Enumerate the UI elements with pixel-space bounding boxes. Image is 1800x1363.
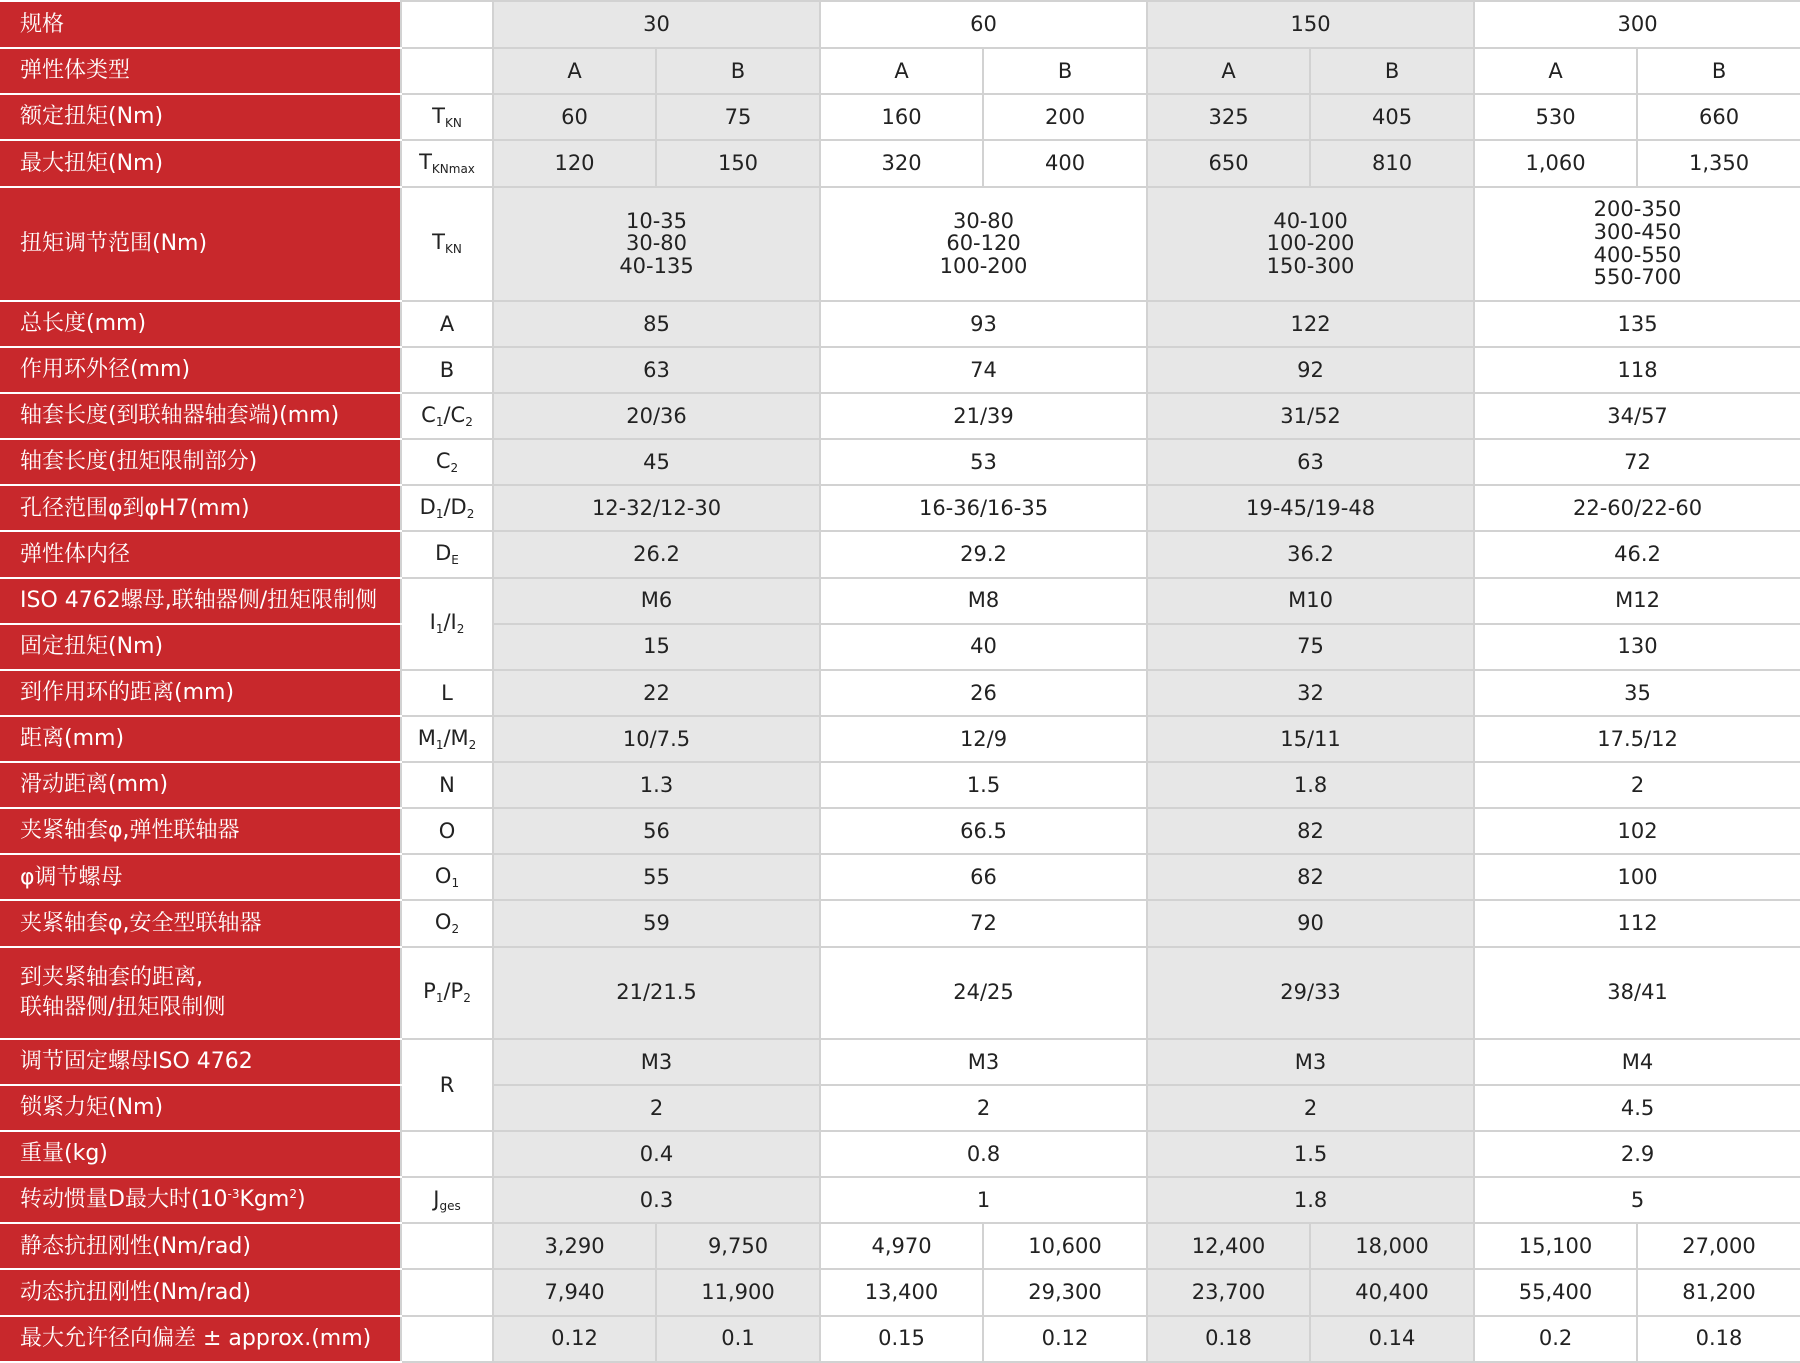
row-label: 弹性体类型 — [1, 48, 401, 94]
symbol-cell: $I_1/I_2$ — [401, 578, 493, 670]
value-cell: 1.8 — [1147, 762, 1474, 808]
value-cell: 40 — [820, 624, 1147, 670]
value-cell: 55,400 — [1474, 1269, 1637, 1315]
value-cell: 35 — [1474, 670, 1800, 716]
symbol-cell: L — [401, 670, 493, 716]
value-cell: 1 — [820, 1177, 1147, 1223]
value-cell: 160 — [820, 94, 983, 140]
value-cell: 85 — [493, 301, 820, 347]
value-cell: 56 — [493, 808, 820, 854]
value-cell: 7,940 — [493, 1269, 656, 1315]
value-cell: 75 — [1147, 624, 1474, 670]
value-cell: 660 — [1637, 94, 1800, 140]
value-cell: 15/11 — [1147, 716, 1474, 762]
symbol-cell: $O_2$ — [401, 900, 493, 946]
value-cell: 27,000 — [1637, 1223, 1800, 1269]
value-cell: B — [656, 48, 820, 94]
value-cell: 24/25 — [820, 947, 1147, 1039]
symbol-cell — [401, 1316, 493, 1362]
row-tightening-torque — [1, 624, 1800, 670]
row-inner-diameter — [1, 531, 1800, 577]
value-cell: 4.5 — [1474, 1085, 1800, 1131]
value-cell: 90 — [1147, 900, 1474, 946]
value-cell: 82 — [1147, 808, 1474, 854]
value-cell: 63 — [493, 347, 820, 393]
value-cell: 34/57 — [1474, 393, 1800, 439]
symbol-cell: $C_2$ — [401, 439, 493, 485]
value-cell: 26 — [820, 670, 1147, 716]
value-cell: 55 — [493, 854, 820, 900]
row-slide-distance — [1, 762, 1800, 808]
value-cell: 9,750 — [656, 1223, 820, 1269]
row-adjust-nut — [1, 854, 1800, 900]
row-distance — [1, 716, 1800, 762]
row-rated-torque — [1, 94, 1800, 140]
value-cell: 15 — [493, 624, 820, 670]
value-cell: M3 — [820, 1039, 1147, 1085]
value-cell: 0.15 — [820, 1316, 983, 1362]
row-label: 滑动距离(mm) — [1, 762, 401, 808]
value-cell: B — [1637, 48, 1800, 94]
symbol-cell — [401, 48, 493, 94]
value-cell: 0.3 — [493, 1177, 820, 1223]
row-label: 作用环外径(mm) — [1, 347, 401, 393]
value-cell: B — [1310, 48, 1474, 94]
value-cell: 72 — [1474, 439, 1800, 485]
value-cell: M3 — [1147, 1039, 1474, 1085]
value-cell: 93 — [820, 301, 1147, 347]
row-label: 最大允许径向偏差 ± approx.(mm) — [1, 1316, 401, 1362]
value-cell: 17.5/12 — [1474, 716, 1800, 762]
value-cell: 12,400 — [1147, 1223, 1310, 1269]
row-label: 孔径范围φ到φH7(mm) — [1, 485, 401, 531]
row-label: 距离(mm) — [1, 716, 401, 762]
value-cell: 18,000 — [1310, 1223, 1474, 1269]
value-cell: 5 — [1474, 1177, 1800, 1223]
value-cell: 21/21.5 — [493, 947, 820, 1039]
value-cell: 0.12 — [493, 1316, 656, 1362]
row-radial-misalignment — [1, 1316, 1800, 1362]
symbol-cell: $T_{KNmax}$ — [401, 140, 493, 186]
row-label: 轴套长度(到联轴器轴套端)(mm) — [1, 393, 401, 439]
value-cell: 66 — [820, 854, 1147, 900]
row-screw — [1, 578, 1800, 624]
value-cell: 2 — [1147, 1085, 1474, 1131]
symbol-cell: $T_{KN}$ — [401, 94, 493, 140]
value-cell: 46.2 — [1474, 531, 1800, 577]
row-label: 最大扭矩(Nm) — [1, 140, 401, 186]
value-cell: 0.14 — [1310, 1316, 1474, 1362]
value-cell: 11,900 — [656, 1269, 820, 1315]
row-dynamic-stiffness — [1, 1269, 1800, 1315]
row-label: 轴套长度(扭矩限制部分) — [1, 439, 401, 485]
value-cell: 22-60/22-60 — [1474, 485, 1800, 531]
symbol-cell: O — [401, 808, 493, 854]
value-cell: M10 — [1147, 578, 1474, 624]
value-cell: 0.18 — [1637, 1316, 1800, 1362]
value-cell: 10/7.5 — [493, 716, 820, 762]
row-torque-range — [1, 187, 1800, 301]
range-cell: 10-35 30-80 40-135 — [493, 187, 820, 301]
value-cell: 10,600 — [983, 1223, 1147, 1269]
value-cell: 102 — [1474, 808, 1800, 854]
row-label: 总长度(mm) — [1, 301, 401, 347]
value-cell: 100 — [1474, 854, 1800, 900]
row-size — [1, 1, 1800, 48]
value-cell: 32 — [1147, 670, 1474, 716]
row-label: 转动惯量D最大时$(10^{-3}Kgm^2)$ — [1, 1177, 401, 1223]
row-label: 规格 — [1, 1, 401, 48]
symbol-cell: R — [401, 1039, 493, 1131]
row-label: 动态抗扭刚性(Nm/rad) — [1, 1269, 401, 1315]
row-locking-torque — [1, 1085, 1800, 1131]
symbol-cell: B — [401, 347, 493, 393]
row-ring-diameter — [1, 347, 1800, 393]
value-cell: 40,400 — [1310, 1269, 1474, 1315]
value-cell: 15,100 — [1474, 1223, 1637, 1269]
value-cell: 29/33 — [1147, 947, 1474, 1039]
row-label: 夹紧轴套φ,安全型联轴器 — [1, 900, 401, 946]
value-cell: 112 — [1474, 900, 1800, 946]
value-cell: 38/41 — [1474, 947, 1800, 1039]
value-cell: 29,300 — [983, 1269, 1147, 1315]
value-cell: 1.5 — [1147, 1131, 1474, 1177]
value-cell: 66.5 — [820, 808, 1147, 854]
value-cell: 82 — [1147, 854, 1474, 900]
value-cell: 320 — [820, 140, 983, 186]
value-cell: 810 — [1310, 140, 1474, 186]
value-cell: 75 — [656, 94, 820, 140]
row-type — [1, 48, 1800, 94]
range-cell: 30-80 60-120 100-200 — [820, 187, 1147, 301]
row-label: 调节固定螺母ISO 4762 — [1, 1039, 401, 1085]
value-cell: 92 — [1147, 347, 1474, 393]
row-hub-length-limiter — [1, 439, 1800, 485]
value-cell: 120 — [493, 140, 656, 186]
value-cell: M3 — [493, 1039, 820, 1085]
symbol-cell: $D_E$ — [401, 531, 493, 577]
row-label: 额定扭矩(Nm) — [1, 94, 401, 140]
size-cell: 150 — [1147, 1, 1474, 48]
value-cell: 135 — [1474, 301, 1800, 347]
size-cell: 30 — [493, 1, 820, 48]
value-cell: A — [820, 48, 983, 94]
value-cell: 13,400 — [820, 1269, 983, 1315]
value-cell: 3,290 — [493, 1223, 656, 1269]
value-cell: 1,350 — [1637, 140, 1800, 186]
symbol-cell: $J_{ges}$ — [401, 1177, 493, 1223]
row-label: 夹紧轴套φ,弹性联轴器 — [1, 808, 401, 854]
value-cell: 650 — [1147, 140, 1310, 186]
row-label: 锁紧力矩(Nm) — [1, 1085, 401, 1131]
value-cell: 2 — [493, 1085, 820, 1131]
row-label: φ调节螺母 — [1, 854, 401, 900]
value-cell: 1.3 — [493, 762, 820, 808]
symbol-cell: A — [401, 301, 493, 347]
value-cell: 0.8 — [820, 1131, 1147, 1177]
row-distance-clamp — [1, 947, 1800, 1039]
value-cell: 118 — [1474, 347, 1800, 393]
value-cell: 60 — [493, 94, 656, 140]
symbol-cell: $M_1/M_2$ — [401, 716, 493, 762]
row-total-length — [1, 301, 1800, 347]
value-cell: 1.5 — [820, 762, 1147, 808]
value-cell: 20/36 — [493, 393, 820, 439]
value-cell: 0.1 — [656, 1316, 820, 1362]
value-cell: 29.2 — [820, 531, 1147, 577]
value-cell: 4,970 — [820, 1223, 983, 1269]
symbol-cell — [401, 1131, 493, 1177]
value-cell: 59 — [493, 900, 820, 946]
row-bore-range — [1, 485, 1800, 531]
row-label: 扭矩调节范围(Nm) — [1, 187, 401, 301]
row-hub-length — [1, 393, 1800, 439]
symbol-cell: $O_1$ — [401, 854, 493, 900]
row-label: ISO 4762螺母,联轴器侧/扭矩限制侧 — [1, 578, 401, 624]
value-cell: 325 — [1147, 94, 1310, 140]
value-cell: 36.2 — [1147, 531, 1474, 577]
value-cell: 16-36/16-35 — [820, 485, 1147, 531]
value-cell: 0.12 — [983, 1316, 1147, 1362]
value-cell: M6 — [493, 578, 820, 624]
row-label: 重量(kg) — [1, 1131, 401, 1177]
range-cell: 40-100 100-200 150-300 — [1147, 187, 1474, 301]
value-cell: B — [983, 48, 1147, 94]
value-cell: 530 — [1474, 94, 1637, 140]
row-max-torque — [1, 140, 1800, 186]
row-inertia — [1, 1177, 1800, 1223]
value-cell: 405 — [1310, 94, 1474, 140]
value-cell: M12 — [1474, 578, 1800, 624]
value-cell: 122 — [1147, 301, 1474, 347]
value-cell: 53 — [820, 439, 1147, 485]
symbol-cell: $D_1/D_2$ — [401, 485, 493, 531]
value-cell: 2.9 — [1474, 1131, 1800, 1177]
row-label: 到作用环的距离(mm) — [1, 670, 401, 716]
row-clamp-hub — [1, 808, 1800, 854]
value-cell: 400 — [983, 140, 1147, 186]
value-cell: 45 — [493, 439, 820, 485]
row-static-stiffness — [1, 1223, 1800, 1269]
row-distance-ring — [1, 670, 1800, 716]
value-cell: 21/39 — [820, 393, 1147, 439]
row-label: 弹性体内径 — [1, 531, 401, 577]
value-cell: 81,200 — [1637, 1269, 1800, 1315]
row-weight — [1, 1131, 1800, 1177]
row-clamp-hub-safety — [1, 900, 1800, 946]
size-cell: 60 — [820, 1, 1147, 48]
size-cell: 300 — [1474, 1, 1800, 48]
range-cell: 200-350 300-450 400-550 550-700 — [1474, 187, 1800, 301]
value-cell: 0.18 — [1147, 1316, 1310, 1362]
value-cell: A — [1147, 48, 1310, 94]
value-cell: 1,060 — [1474, 140, 1637, 186]
value-cell: 12-32/12-30 — [493, 485, 820, 531]
value-cell: 0.2 — [1474, 1316, 1637, 1362]
value-cell: 72 — [820, 900, 1147, 946]
symbol-cell — [401, 1, 493, 48]
value-cell: 26.2 — [493, 531, 820, 577]
value-cell: 31/52 — [1147, 393, 1474, 439]
value-cell: 130 — [1474, 624, 1800, 670]
value-cell: 63 — [1147, 439, 1474, 485]
row-label: 静态抗扭刚性(Nm/rad) — [1, 1223, 401, 1269]
value-cell: 150 — [656, 140, 820, 186]
value-cell: 12/9 — [820, 716, 1147, 762]
value-cell: 74 — [820, 347, 1147, 393]
value-cell: M8 — [820, 578, 1147, 624]
symbol-cell — [401, 1269, 493, 1315]
value-cell: 200 — [983, 94, 1147, 140]
row-label: 到夹紧轴套的距离, 联轴器侧/扭矩限制侧 — [1, 947, 401, 1039]
symbol-cell: $C_1/C_2$ — [401, 393, 493, 439]
value-cell: A — [1474, 48, 1637, 94]
symbol-cell: N — [401, 762, 493, 808]
row-adjust-screw — [1, 1039, 1800, 1085]
row-label: 固定扭矩(Nm) — [1, 624, 401, 670]
value-cell: 23,700 — [1147, 1269, 1310, 1315]
symbol-cell: $P_1/P_2$ — [401, 947, 493, 1039]
value-cell: 2 — [820, 1085, 1147, 1131]
value-cell: 0.4 — [493, 1131, 820, 1177]
value-cell: 22 — [493, 670, 820, 716]
symbol-cell: $T_{KN}$ — [401, 187, 493, 301]
value-cell: A — [493, 48, 656, 94]
value-cell: M4 — [1474, 1039, 1800, 1085]
value-cell: 1.8 — [1147, 1177, 1474, 1223]
value-cell: 19-45/19-48 — [1147, 485, 1474, 531]
symbol-cell — [401, 1223, 493, 1269]
value-cell: 2 — [1474, 762, 1800, 808]
